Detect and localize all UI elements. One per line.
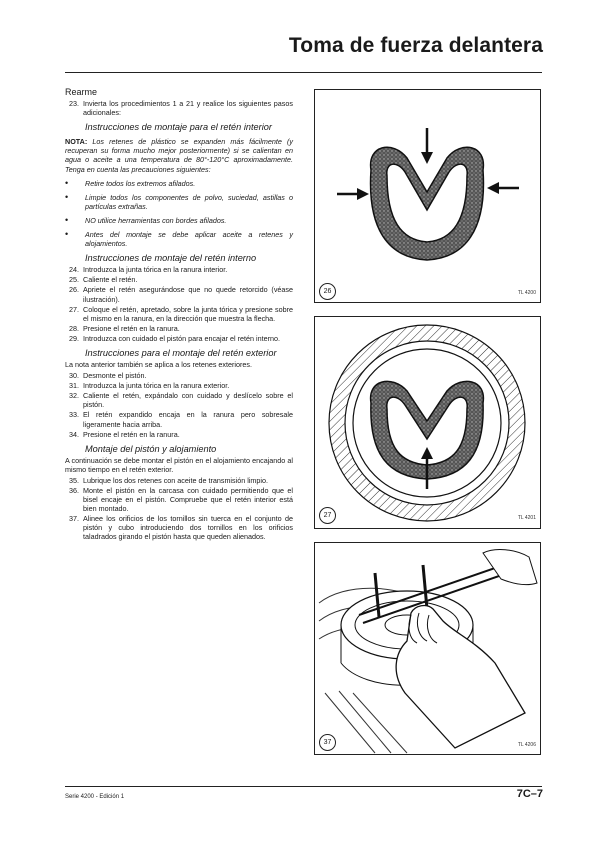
step-text: Alinee los orificios de los tornillos sin tuerca en el conjunto de pistón y cubo introduciendo dos tornillos en los orificios taladrados girando el pistón hasta que queden alienados. (83, 514, 293, 542)
outer-note: La nota anterior también se aplica a los retenes exteriores. (65, 359, 252, 369)
subheading-inner-seal: Instrucciones de montaje para el retén interior (85, 122, 272, 133)
step-item (65, 324, 293, 333)
figure-reference: TL 4200 (517, 290, 536, 296)
step-number: 36. (69, 486, 79, 495)
step-number: 25. (69, 275, 79, 285)
step-number: 28. (69, 323, 79, 333)
step-number: 34. (69, 429, 79, 439)
step-text: Caliente el retén, expándalo con cuidado y deslícelo sobre el pistón. (83, 391, 293, 410)
step-number: 26. (69, 285, 79, 295)
step-list (65, 476, 293, 542)
step-text: Presione el retén en la ranura. (83, 429, 180, 439)
bullet-item: • NO utilice herramientas con bordes afilados. (65, 214, 227, 225)
page-title: Toma de fuerza delantera (288, 34, 543, 57)
step-number: 33. (69, 410, 79, 420)
step-text: Presione el retén en la ranura. (83, 323, 180, 333)
step-item (65, 486, 293, 513)
step-item (65, 514, 293, 541)
step-number: 30. (69, 371, 79, 381)
step-text: Invierta los procedimientos 1 a 21 y realice los siguientes pasos adicionales: (83, 99, 293, 118)
step-text: Coloque el retén, apretado, sobre la junta tórica y presione sobre el mismo en la ranura, en la dirección que muestra la flecha. (83, 304, 293, 323)
subheading-piston: Montaje del pistón y alojamiento (85, 443, 217, 454)
step-item (65, 275, 293, 284)
figure-number: 37 (319, 734, 336, 751)
step-number: 35. (69, 475, 79, 485)
bullet-icon: • (65, 191, 69, 202)
bottom-rule (65, 786, 542, 787)
figure-number: 26 (319, 283, 336, 300)
figure-number: 27 (319, 507, 336, 524)
step-text: Introduzca la junta tórica en la ranura interior. (83, 265, 228, 275)
text-column (65, 88, 293, 543)
bullet-item: • Retire todos los extremos afilados. (65, 177, 196, 188)
step-number: 24. (69, 265, 79, 275)
step-item (65, 476, 293, 485)
footer-edition: Serie 4200 - Edición 1 (65, 794, 125, 800)
step-number: 32. (69, 391, 79, 401)
step-text: Monte el pistón en la carcasa con cuidado permitiendo que el bisel encaje en el pistón. Compruebe que el retén interior está bien montado. (83, 486, 293, 514)
step-item (65, 285, 293, 303)
section-heading: Rearme (65, 87, 98, 97)
step-item (65, 381, 293, 390)
step-list (65, 371, 293, 439)
subheading-inner-mount: Instrucciones de montaje del retén interno (85, 253, 257, 264)
subheading-outer-seal: Instrucciones para el montaje del retén exterior (85, 347, 277, 358)
step-text: Apriete el retén asegurándose que no quede retorcido (véase ilustración). (83, 285, 293, 304)
step-text: Caliente el retén. (83, 275, 138, 285)
step-item (65, 410, 293, 428)
step-item (65, 334, 293, 343)
figure-26 (314, 89, 541, 303)
step-list (65, 265, 293, 343)
figure-27 (314, 316, 541, 529)
step-text: Introduzca la junta tórica en la ranura exterior. (83, 381, 230, 391)
step-item (65, 391, 293, 409)
step-number: 29. (69, 333, 79, 343)
piston-intro: A continuación se debe montar el pistón en el alojamiento encajando al mismo tiempo en el retén exterior. (65, 455, 293, 474)
note-text: Los retenes de plástico se expanden más fácilmente (y recuperan su forma mucho mejor posteriormente) si se calientan en agua o aceite a una temperatura de 80°-120°C aproximadamente. Tenga en cuenta las precauciones siguientes: (65, 137, 293, 174)
step-item (65, 371, 293, 380)
step-number: 23. (69, 99, 79, 109)
seal-squeezed-illustration (315, 90, 540, 302)
step-item (65, 430, 293, 439)
top-rule (65, 72, 542, 73)
bullet-icon: • (65, 177, 69, 188)
step-item (65, 305, 293, 323)
step-text: Introduzca con cuidado el pistón para encajar el retén interno. (83, 333, 280, 343)
note-label: NOTA: (65, 137, 88, 147)
step-number: 37. (69, 514, 79, 524)
step-text: Lubrique los dos retenes con aceite de transmisión limpio. (83, 475, 268, 485)
step-number: 27. (69, 304, 79, 314)
figure-reference: TL 4206 (517, 742, 536, 748)
step-item (65, 99, 293, 117)
page-number: 7C–7 (516, 788, 543, 800)
bullet-item: • Antes del montaje se debe aplicar aceite a retenes y alojamientos. (65, 229, 293, 249)
bullet-icon: • (65, 229, 69, 240)
bullet-item: • Limpie todos los componentes de polvo, suciedad, astillas o partículas extrañas. (65, 191, 293, 211)
step-text: Desmonte el pistón. (83, 371, 147, 381)
note-paragraph (65, 137, 293, 173)
step-text: El retén expandido encaja en la ranura pero sobresale ligeramente hacia arriba. (83, 410, 293, 429)
bullet-icon: • (65, 214, 69, 225)
piston-assembly-illustration (315, 543, 540, 754)
step-number: 31. (69, 381, 79, 391)
figure-37 (314, 542, 541, 755)
figure-reference: TL 4201 (517, 515, 536, 521)
step-item (65, 265, 293, 274)
seal-in-groove-illustration (315, 317, 540, 528)
